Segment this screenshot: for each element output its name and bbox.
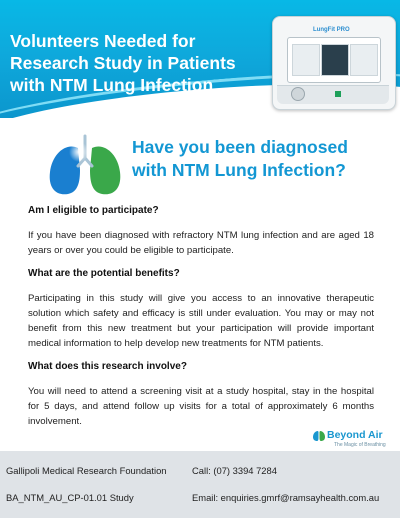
headline-line-2: with NTM Lung Infection? xyxy=(132,160,346,180)
headline xyxy=(132,136,392,182)
section-body-involvement: You will need to attend a screening visit at a study hospital, stay in the hospital for 5 days, and attend follow up visits for a total of approximately 6 months involvement. xyxy=(28,386,374,427)
beyond-air-name: Beyond Air xyxy=(327,429,383,441)
device-screen xyxy=(287,37,381,83)
device-panel-right xyxy=(350,44,378,76)
device-panel-left xyxy=(292,44,320,76)
banner-title-line-1: Volunteers Needed for xyxy=(10,31,196,51)
footer-study-id: BA_NTM_AU_CP-01.01 Study xyxy=(6,492,134,503)
lungs-icon xyxy=(44,134,126,200)
beyond-air-mark-icon xyxy=(312,430,326,442)
banner-title xyxy=(10,30,260,96)
section-heading-involvement: What does this research involve? xyxy=(28,361,187,372)
device-knob xyxy=(291,87,305,101)
section-body-eligibility: If you have been diagnosed with refractory NTM lung infection and are aged 18 years or over you could be eligible to participate. xyxy=(28,230,374,256)
device-indicator xyxy=(335,91,341,97)
section-heading-eligibility: Am I eligible to participate? xyxy=(28,205,159,216)
device-panel-center xyxy=(321,44,349,76)
footer-phone: Call: (07) 3394 7284 xyxy=(192,465,277,476)
banner-title-line-3: with NTM Lung Infection xyxy=(10,75,214,95)
footer-email: Email: enquiries.gmrf@ramsayhealth.com.au xyxy=(192,492,380,503)
headline-line-1: Have you been diagnosed xyxy=(132,137,348,157)
info-sections xyxy=(28,204,374,438)
beyond-air-tagline: The Magic of Breathing xyxy=(334,442,386,448)
footer-org: Gallipoli Medical Research Foundation xyxy=(6,465,167,476)
section-body-benefits: Participating in this study will give you access to an innovative therapeutic solution which safety and efficacy is still under evaluation. You may or may not benefit from this new treatment but your participation will provide important medical information to help develop new treatments for NTM patients. xyxy=(28,293,374,349)
banner-title-line-2: Research Study in Patients xyxy=(10,53,236,73)
section-heading-benefits: What are the potential benefits? xyxy=(28,268,180,279)
footer xyxy=(0,451,400,518)
beyond-air-logo xyxy=(312,429,398,449)
device-brand: LungFit PRO xyxy=(313,27,350,33)
lungfit-device-image xyxy=(272,16,396,110)
